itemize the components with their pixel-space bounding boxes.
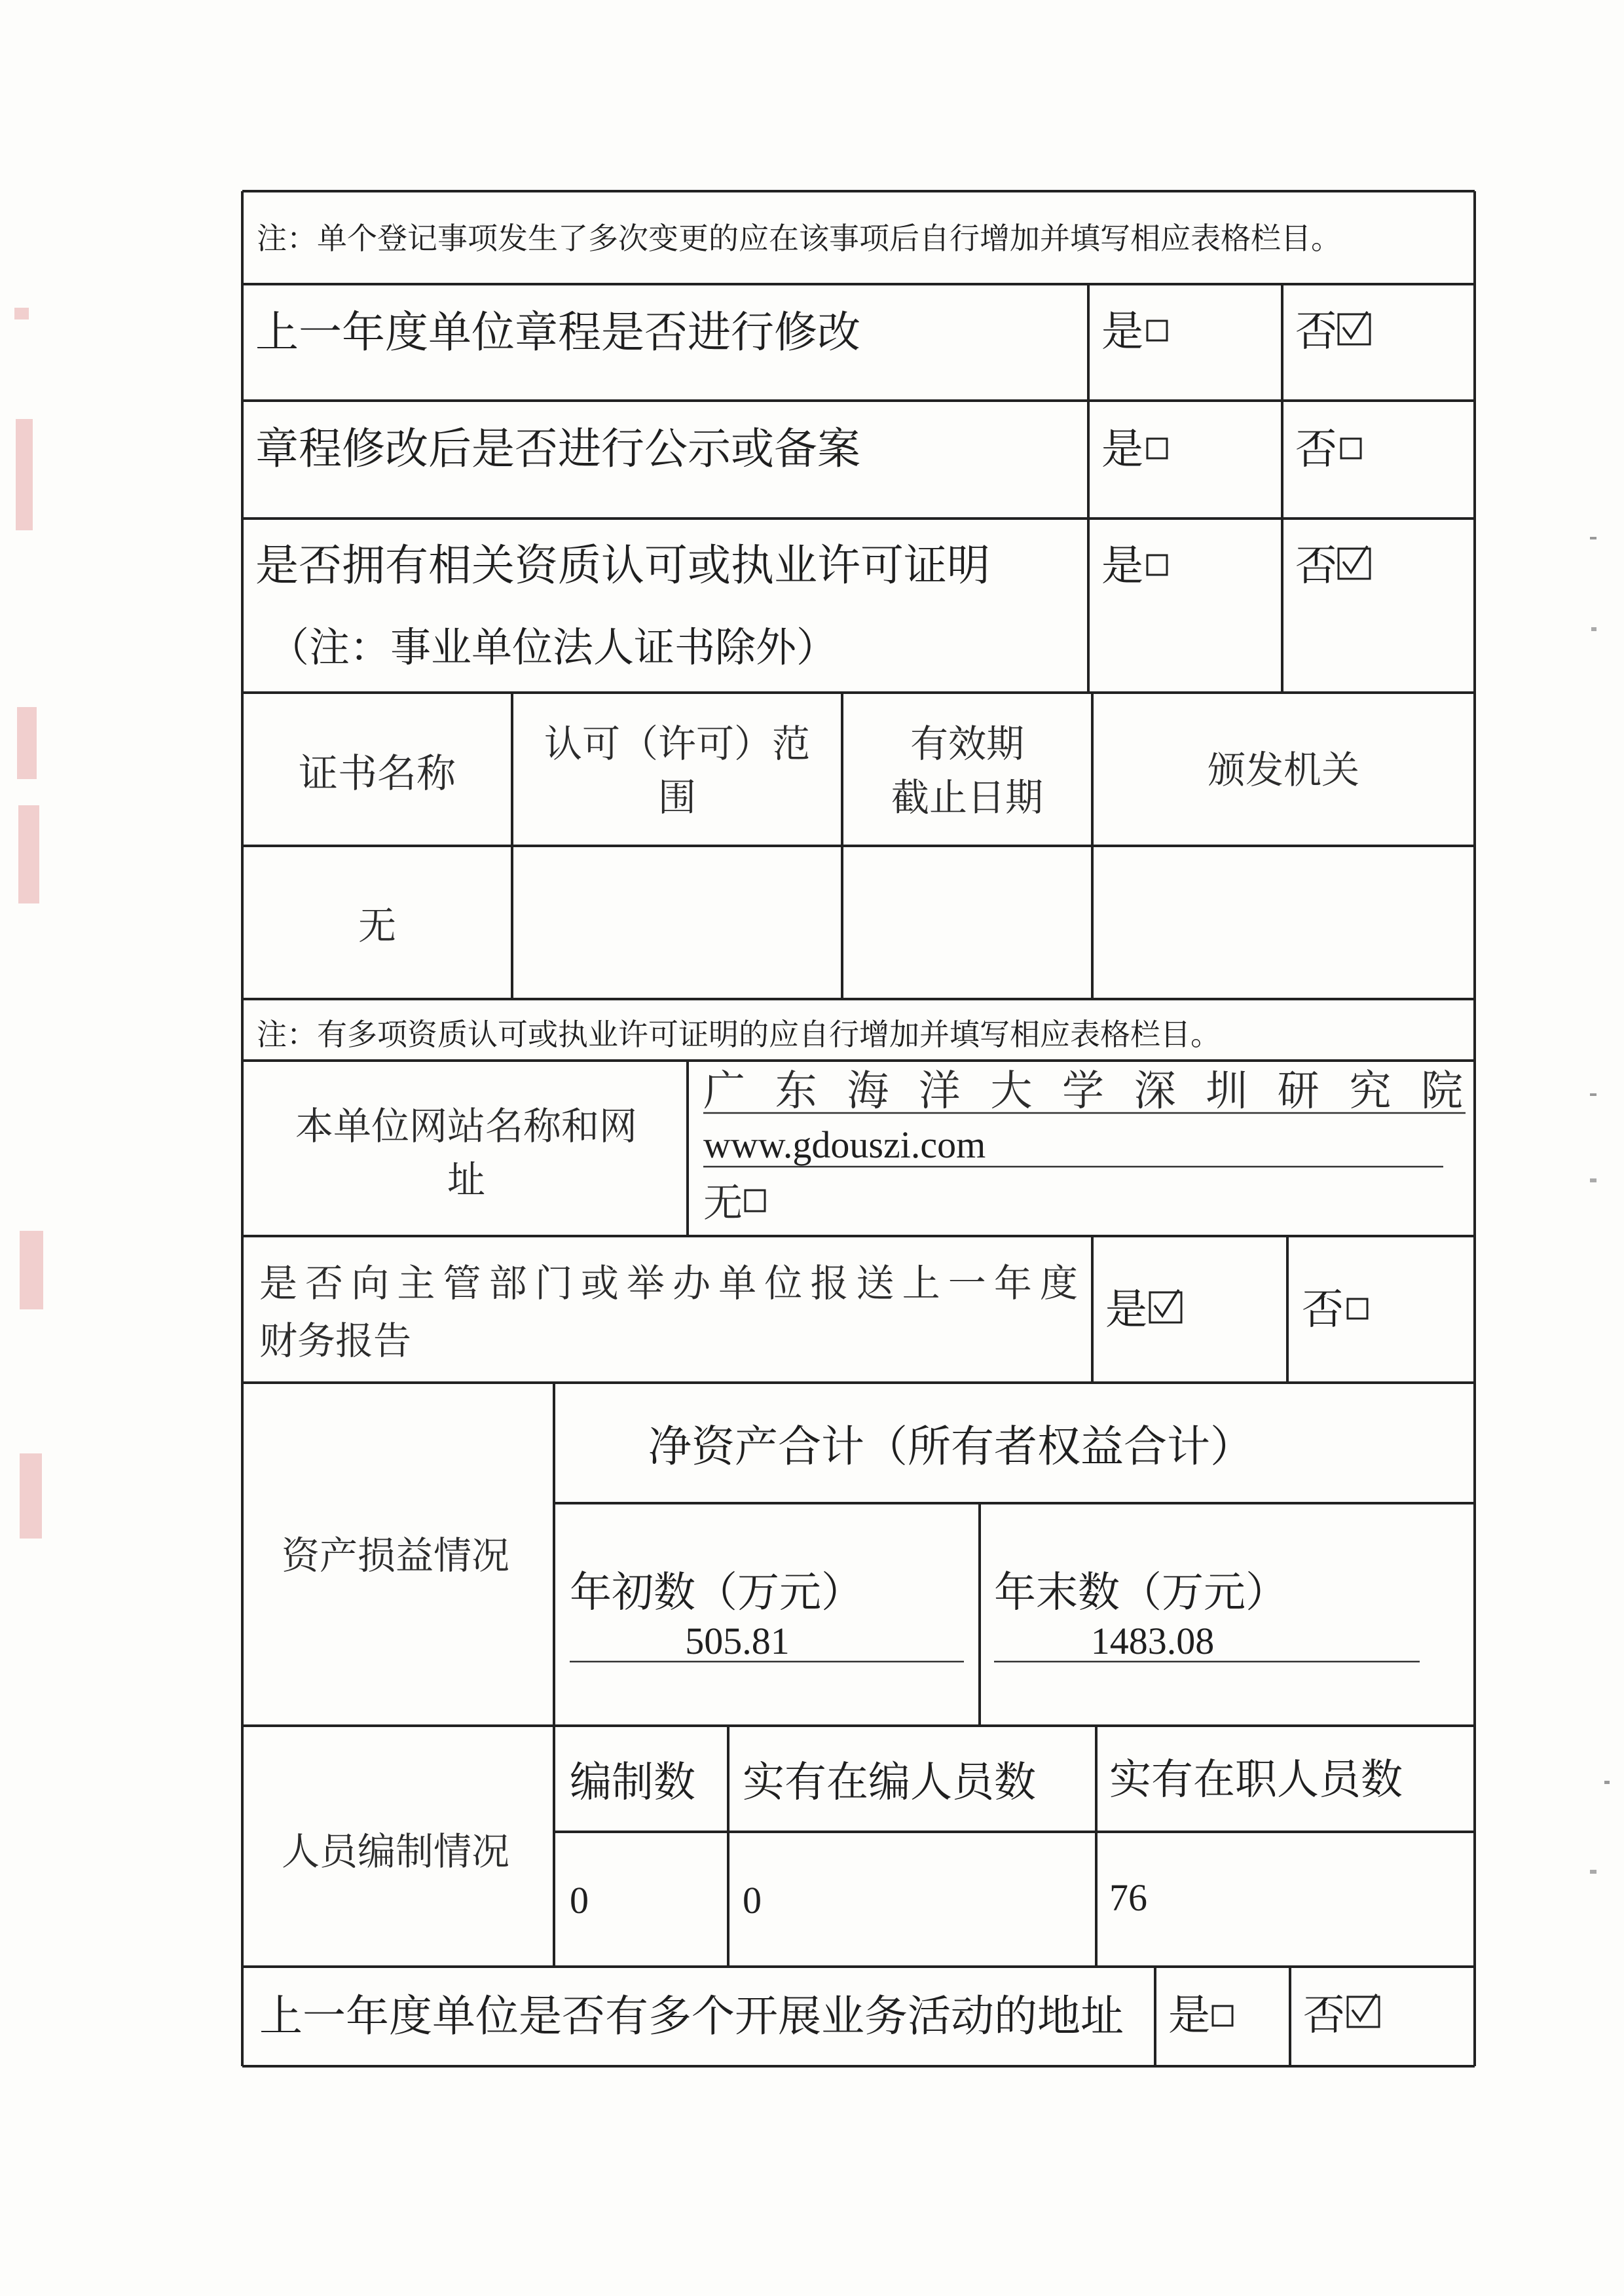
checkmark-icon [1154,1290,1179,1316]
checkbox-icon[interactable] [1348,1299,1367,1319]
checkbox-icon[interactable] [745,1190,765,1211]
no-option[interactable] [1302,1286,1367,1334]
svg-text:否: 否 [1295,542,1337,591]
assets-label: 资产损益情况 [281,1533,510,1578]
scan-artifacts [1590,537,1610,1874]
svg-text:否: 否 [1303,1992,1345,2040]
table-row [358,903,396,948]
staffing-header-employed: 实有在职人员数 [1109,1756,1403,1804]
header-validity-cont: 截止日期 [891,775,1044,820]
website-none-option[interactable] [703,1180,765,1226]
yes-option[interactable] [1168,1992,1232,2040]
header-issuer: 颁发机关 [1207,748,1360,792]
certificates-header [299,721,1359,820]
no-option[interactable] [1295,308,1370,356]
question-label: 上一年度单位章程是否进行修改 [255,307,860,357]
question-sub-note: （注：事业单位法人证书除外） [268,623,838,671]
assets-header: 净资产合计（所有者权益合计） [648,1421,1253,1472]
staffing-label: 人员编制情况 [281,1829,510,1874]
checkbox-icon[interactable] [1147,321,1167,340]
checkbox-icon[interactable] [1147,439,1167,458]
header-scope-cont: 围 [657,775,697,820]
svg-text:否: 否 [1302,1286,1344,1334]
svg-text:否: 否 [1295,426,1337,474]
assets-end-value: 1483.08 [1090,1620,1215,1662]
assets-start-value: 505.81 [685,1620,790,1662]
website-label: 本单位网站名称和网 [295,1104,638,1148]
header-validity: 有效期 [910,721,1025,766]
checkbox-icon[interactable] [1147,555,1167,575]
website-site-name: 广东海洋大学深圳研究院 [703,1067,1463,1116]
no-option[interactable] [1295,542,1370,591]
yes-option[interactable] [1101,542,1167,591]
svg-text:是: 是 [1105,1286,1147,1334]
no-option[interactable] [1295,426,1361,474]
checkbox-icon[interactable] [1341,439,1361,458]
website-url: www.gdouszi.com [703,1123,986,1166]
staffing-header-on-roll: 实有在编人员数 [743,1758,1036,1807]
svg-text:是: 是 [1101,308,1143,356]
multi-address-label: 上一年度单位是否有多个开展业务活动的地址 [259,1991,1124,2041]
svg-text:是: 是 [1101,542,1143,591]
checkmark-icon [1343,312,1367,338]
yes-option[interactable] [1101,308,1167,356]
svg-text:否: 否 [1295,308,1337,356]
note-top: 注：单个登记事项发生了多次变更的应在该事项后自行增加并填写相应表格栏目。 [257,221,1341,256]
assets-end-label: 年末数（万元） [994,1569,1287,1617]
financial-report-label-cont: 财务报告 [259,1319,412,1363]
staffing-value-on-roll: 0 [743,1879,762,1922]
header-scope: 认可（许可）范 [544,721,811,766]
assets-start-label: 年初数（万元） [570,1569,863,1617]
seal-remnant [14,308,43,1539]
svg-text:无: 无 [703,1180,743,1226]
svg-text:是: 是 [1168,1992,1210,2040]
no-option[interactable] [1303,1992,1379,2040]
staffing-header-quota: 编制数 [570,1758,695,1807]
checkbox-icon[interactable] [1213,2006,1232,2026]
question-row-charter-modified [255,307,1370,357]
question-row-has-license [255,540,1370,671]
note-certs: 注：有多项资质认可或执业许可证明的应自行增加并填写相应表格栏目。 [257,1017,1221,1052]
question-row-charter-publicized [255,424,1361,474]
financial-report-label: 是否向主管部门或举办单位报送上一年度 [259,1261,1078,1305]
yes-option[interactable] [1105,1286,1181,1334]
website-label-cont: 址 [447,1157,486,1202]
svg-text:是: 是 [1101,426,1143,474]
question-label: 章程修改后是否进行公示或备案 [255,424,860,474]
financial-report-grid [242,1236,1475,1383]
checkmark-icon [1343,546,1367,572]
certificates-table-grid [242,693,1475,999]
staffing-value-quota: 0 [570,1879,589,1922]
cert-name-cell: 无 [358,903,397,948]
question-label: 是否拥有相关资质认可或执业许可证明 [255,540,990,591]
checkmark-icon [1352,1994,1376,2020]
header-cert-name: 证书名称 [299,751,456,797]
yes-option[interactable] [1101,426,1167,474]
staffing-value-employed: 76 [1109,1876,1147,1919]
